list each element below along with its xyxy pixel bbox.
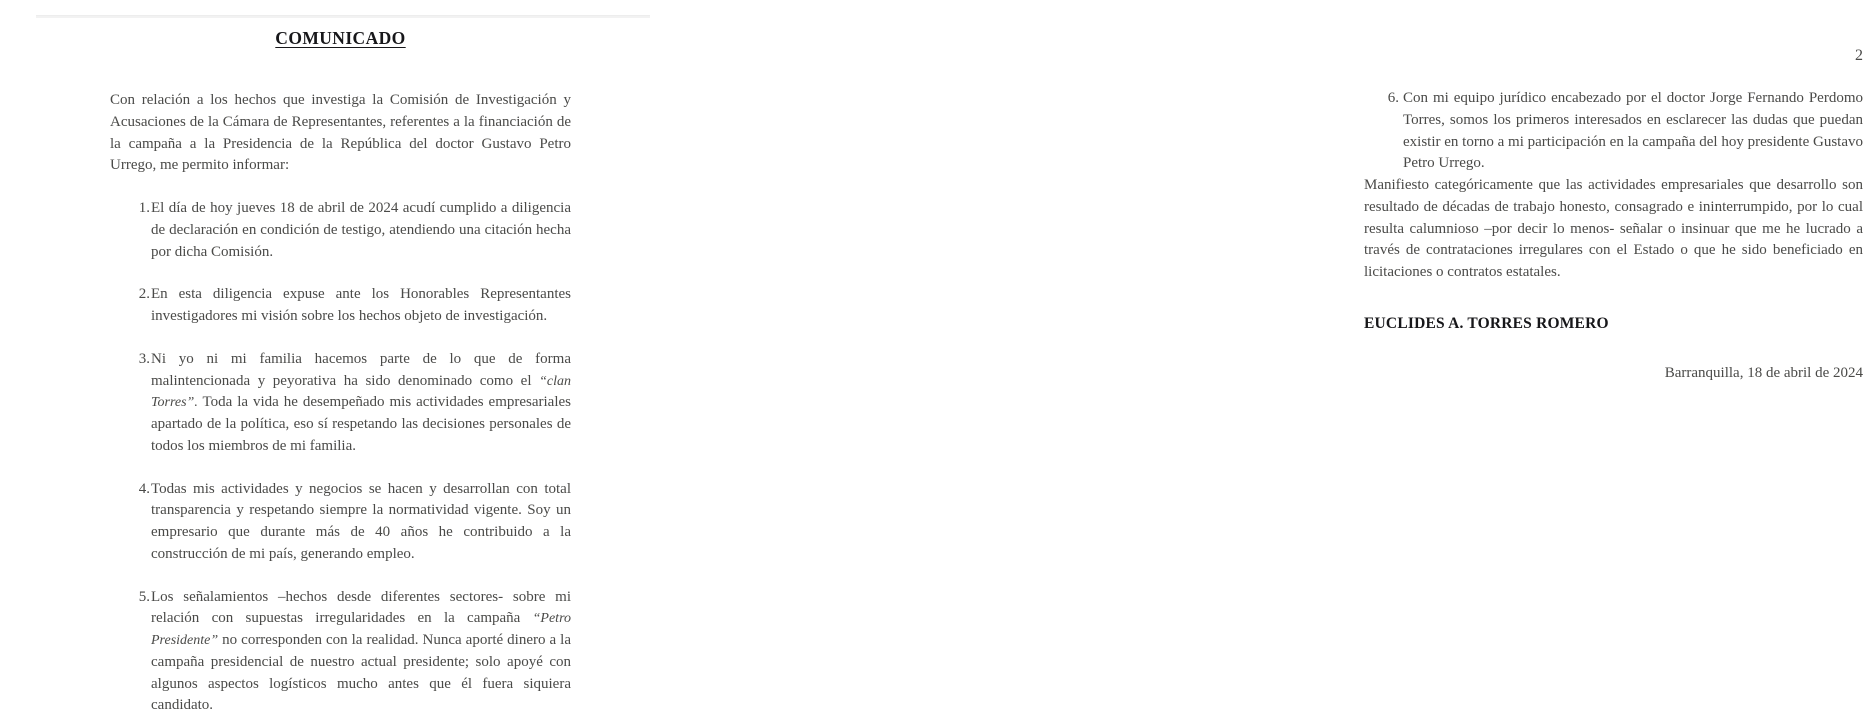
signature-name: EUCLIDES A. TORRES ROMERO: [1364, 314, 1609, 332]
list-item: [110, 349, 571, 458]
list-item: [110, 284, 571, 328]
closing-paragraph: Manifiesto categóricamente que las actividades empresariales que desarrollo son resultado de décadas de trabajo honesto, consagrado e ininterrumpido, por lo cual resulta calumnioso –por decir lo menos- señalar o insinuar que me he lucrado a través de contrataciones irregulares con el Estado o que he sido beneficiado en licitaciones o contratos estatales.: [1364, 177, 1863, 280]
page-right: [660, 0, 1863, 720]
list-item-text: En esta diligencia expuse ante los Honorables Representantes investigadores mi visión sobre los hechos objeto de investigación.: [151, 286, 571, 324]
dateline: Barranquilla, 18 de abril de 2024: [1664, 364, 1863, 381]
list-item: [110, 587, 571, 718]
list-item-text-after: no corresponden con la realidad. Nunca aporté dinero a la campaña presidencial de nuestro actual presidente; solo apoyé con algunos aspectos logísticos mucho antes que él fuera siquiera candidato.: [151, 632, 571, 714]
list-item: [110, 198, 571, 263]
list-marker: 2.: [138, 286, 150, 303]
list-marker: 4.: [138, 480, 150, 497]
header-rule: [36, 15, 650, 18]
left-column-body: [110, 90, 571, 717]
list-item-text: El día de hoy jueves 18 de abril de 2024 acudí cumplido a diligencia de declaración en condición de testigo, atendiendo una citación hecha por dicha Comisión.: [151, 200, 571, 260]
numbered-claims-list-right: [1364, 88, 1863, 175]
list-item-text: Todas mis actividades y negocios se hacen y desarrollan con total transparencia y respetando siempre la normatividad vigente. Soy un empresario que durante más de 40 años he contribuido a la construcción de mi país, generando empleo.: [151, 480, 571, 562]
list-marker: 6.: [1387, 90, 1399, 106]
list-item: [110, 479, 571, 566]
list-item-emphasis: “Petro Presidente”: [151, 611, 571, 648]
numbered-claims-list-left: [110, 198, 571, 717]
page-left: [18, 0, 632, 720]
list-item-text-before: Ni yo ni mi familia hacemos parte de lo que de forma malintencionada y peyorativa ha sido denominado como el: [151, 350, 571, 389]
list-item-emphasis: “clan Torres”.: [151, 373, 571, 411]
right-column-body: [1364, 88, 1863, 382]
list-item-text: Con mi equipo jurídico encabezado por el doctor Jorge Fernando Perdomo Torres, somos los primeros interesados en esclarecer las dudas que puedan existir en torno a mi participación en la campaña del hoy presidente Gustavo Petro Urrego.: [1403, 90, 1863, 172]
list-item-text-after: Toda la vida he desempeñado mis actividades empresariales apartado de la política, eso sí respetando las decisiones personales de todos los miembros de mi familia.: [151, 394, 571, 454]
list-marker: 5.: [138, 588, 150, 605]
page-title: COMUNICADO: [275, 28, 406, 48]
intro-paragraph: Con relación a los hechos que investiga la Comisión de Investigación y Acusaciones de la Cámara de Representantes, referentes a la financiación de la campaña a la Presidencia de la República del doctor Gustavo Petro Urrego, me permito informar:: [110, 92, 571, 174]
list-item: [1364, 88, 1863, 175]
page-number: 2: [1855, 47, 1863, 64]
list-marker: 3.: [138, 350, 150, 367]
list-marker: 1.: [138, 200, 150, 216]
list-item-text-before: Los señalamientos –hechos desde diferentes sectores- sobre mi relación con supuestas irregularidades en la campaña: [151, 588, 571, 627]
